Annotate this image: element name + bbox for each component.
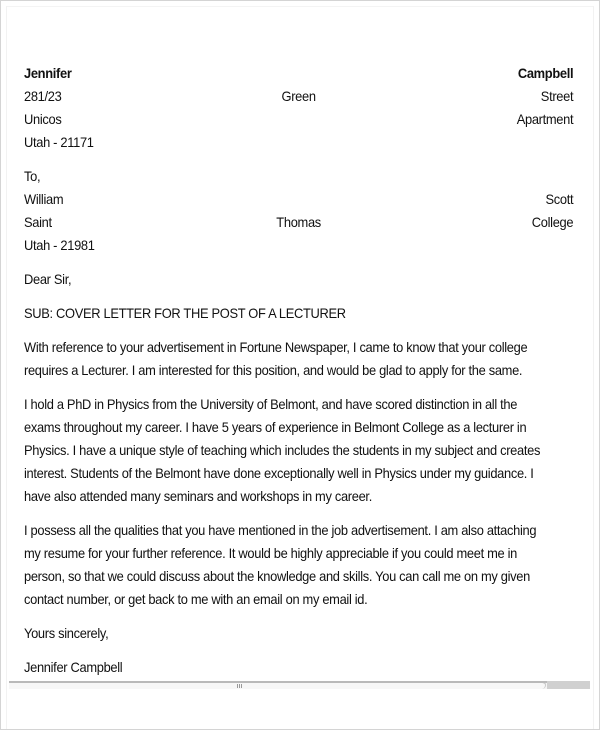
paragraph-line: have also attended many seminars and workshops in my career.: [24, 488, 372, 504]
recipient-city-zip: Utah - 21981: [24, 237, 95, 253]
sender-building-middle: [207, 108, 390, 131]
salutation: Dear Sir,: [24, 271, 72, 287]
scrollbar-track-remainder[interactable]: [547, 681, 590, 689]
signature: Jennifer Campbell: [24, 659, 123, 675]
paragraph-line: person, so that we could discuss about the knowledge and skills. You can call me on my given: [24, 568, 530, 584]
paragraph-line: contact number, or get back to me with an email on my email id.: [24, 591, 368, 607]
recipient-first-name: William: [24, 191, 64, 207]
paragraph-line: Physics. I have a unique style of teaching which includes the students in my subject and creates: [24, 442, 541, 458]
recipient-address-part3: College: [531, 214, 574, 230]
recipient-address-part2: Thomas: [276, 214, 321, 230]
recipient-address-row: [24, 211, 573, 234]
paragraph-line: With reference to your advertisement in Fortune Newspaper, I came to know that your college: [24, 339, 528, 355]
letter-body: [24, 62, 573, 679]
frame-inner-border: [6, 6, 594, 7]
paragraph-line: I hold a PhD in Physics from the University of Belmont, and have scored distinction in all the: [24, 396, 518, 412]
horizontal-scrollbar[interactable]: [9, 681, 590, 689]
scrollbar-thumb[interactable]: [9, 681, 546, 689]
sender-building: Unicos: [24, 111, 62, 127]
sender-name-middle: [207, 62, 390, 85]
sender-address-row: [24, 85, 573, 108]
recipient-name-middle: [207, 188, 390, 211]
sender-building-type: Apartment: [516, 111, 574, 127]
paragraph-line: requires a Lecturer. I am interested for this position, and would be glad to apply for the same.: [24, 362, 523, 378]
to-label: To,: [24, 168, 41, 184]
paragraph-3: [24, 519, 573, 611]
frame-inner-border: [6, 6, 7, 729]
paragraph-line: exams throughout my career. I have 5 years of experience in Belmont College as a lecturer in: [24, 419, 527, 435]
sender-address-row: [24, 108, 573, 131]
paragraph-line: my resume for your further reference. It would be highly appreciable if you could meet me in: [24, 545, 517, 561]
paragraph-line: I possess all the qualities that you have mentioned in the job advertisement. I am also attaching: [24, 522, 537, 538]
sender-name-row: [24, 62, 573, 85]
sender-last-name: Campbell: [517, 65, 574, 81]
recipient-name-row: [24, 188, 573, 211]
frame-inner-border: [593, 6, 594, 729]
sender-street-type: Street: [540, 88, 574, 104]
subject-line: SUB: COVER LETTER FOR THE POST OF A LECTURER: [24, 305, 346, 321]
recipient-last-name: Scott: [545, 191, 574, 207]
paragraph-line: interest. Students of the Belmont have done exceptionally well in Physics under my guidance. I: [24, 465, 534, 481]
paragraph-2: [24, 393, 573, 508]
paragraph-1: [24, 336, 573, 382]
sender-city-zip: Utah - 21171: [24, 134, 94, 150]
recipient-address-part1: Saint: [24, 214, 52, 230]
scrollbar-grip-icon: [237, 684, 243, 688]
sender-first-name: Jennifer: [24, 65, 72, 81]
sender-street-name: Green: [281, 88, 316, 104]
sender-house-number: 281/23: [24, 88, 62, 104]
closing: Yours sincerely,: [24, 625, 109, 641]
